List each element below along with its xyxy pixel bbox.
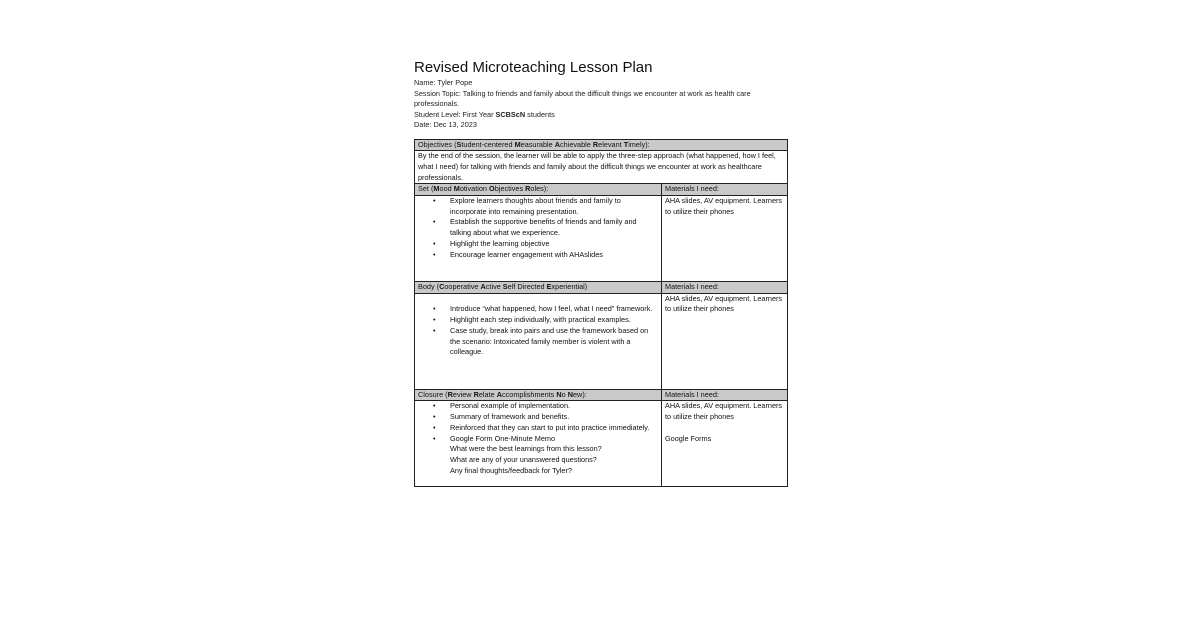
body-materials: AHA slides, AV equipment. Learners to utilize their phones [662, 293, 788, 389]
list-item: • Highlight each step individually, with practical examples. [450, 315, 658, 326]
document-meta [414, 78, 789, 131]
set-header-row [415, 184, 788, 196]
list-item: • Summary of framework and benefits. [450, 412, 658, 423]
set-activities [415, 196, 662, 282]
list-item: • Google Form One-Minute Memo [450, 434, 658, 445]
closure-content-row [415, 401, 788, 487]
memo-question: What were the best learnings from this lesson? [450, 444, 602, 454]
closure-header-row [415, 389, 788, 401]
spacer [418, 294, 658, 305]
set-materials-header: Materials I need: [662, 184, 788, 196]
body-activities [415, 293, 662, 389]
spacer [665, 423, 784, 434]
body-content-row [415, 293, 788, 389]
list-item: • Introduce “what happened, how I feel, what I need” framework. [450, 304, 658, 315]
closure-header: Closure (Review Relate Accomplishments No New): [415, 389, 662, 401]
lesson-plan-page [414, 58, 789, 487]
memo-question: Any final thoughts/feedback for Tyler? [450, 465, 572, 475]
set-header: Set (Mood Motivation Objectives Roles): [415, 184, 662, 196]
student-level-line [414, 110, 789, 121]
closure-activities [415, 401, 662, 487]
objectives-header-row [415, 139, 788, 151]
list-item: • Explore learners thoughts about friends and family to incorporate into remaining presentation. [450, 196, 658, 217]
student-level-program: SCBScN [495, 109, 526, 119]
closure-activity-list [418, 401, 658, 444]
name-line: Name: Tyler Pope [414, 78, 473, 87]
closure-materials-extra: Google Forms [665, 433, 712, 443]
set-materials: AHA slides, AV equipment. Learners to utilize their phones [662, 196, 788, 282]
lesson-plan-table [414, 139, 788, 488]
objectives-header: Objectives (Student-centered Measurable Achievable Relevant Timely): [415, 139, 788, 151]
closure-materials [662, 401, 788, 487]
objectives-text: By the end of the session, the learner will be able to apply the three-step approach (what happened, how I feel, what I need) for talking with friends and family about the difficult things we encounter at work as healthcare professionals. [415, 151, 788, 184]
list-item: • Reinforced that they can start to put into practice immediately. [450, 423, 658, 434]
body-materials-header: Materials I need: [662, 282, 788, 294]
session-topic-line: Session Topic: Talking to friends and family about the difficult things we encounter at work as health care professionals. [414, 88, 751, 108]
set-content-row [415, 196, 788, 282]
body-activity-list [418, 304, 658, 358]
list-item: • Personal example of implementation. [450, 401, 658, 412]
document-title: Revised Microteaching Lesson Plan [414, 59, 653, 76]
set-activity-list [418, 196, 658, 260]
objectives-row [415, 151, 788, 184]
list-item: • Highlight the learning objective [450, 239, 658, 250]
date-line: Date: Dec 13, 2023 [414, 120, 477, 129]
memo-question: What are any of your unanswered questions? [450, 454, 597, 464]
closure-materials-text: AHA slides, AV equipment. Learners to utilize their phones [665, 401, 783, 422]
list-item: • Case study, break into pairs and use the framework based on the scenario: Intoxicated family member is violent with a colleague. [450, 326, 658, 358]
body-header-row [415, 282, 788, 294]
student-level-suffix: students [525, 109, 555, 119]
student-level-prefix: Student Level: First Year [414, 109, 496, 119]
list-item: • Encourage learner engagement with AHAslides [450, 250, 658, 261]
closure-materials-header: Materials I need: [662, 389, 788, 401]
list-item: • Establish the supportive benefits of friends and family and talking about what we experience. [450, 217, 658, 238]
body-header: Body (Cooperative Active Self Directed Experiential) [415, 282, 662, 294]
